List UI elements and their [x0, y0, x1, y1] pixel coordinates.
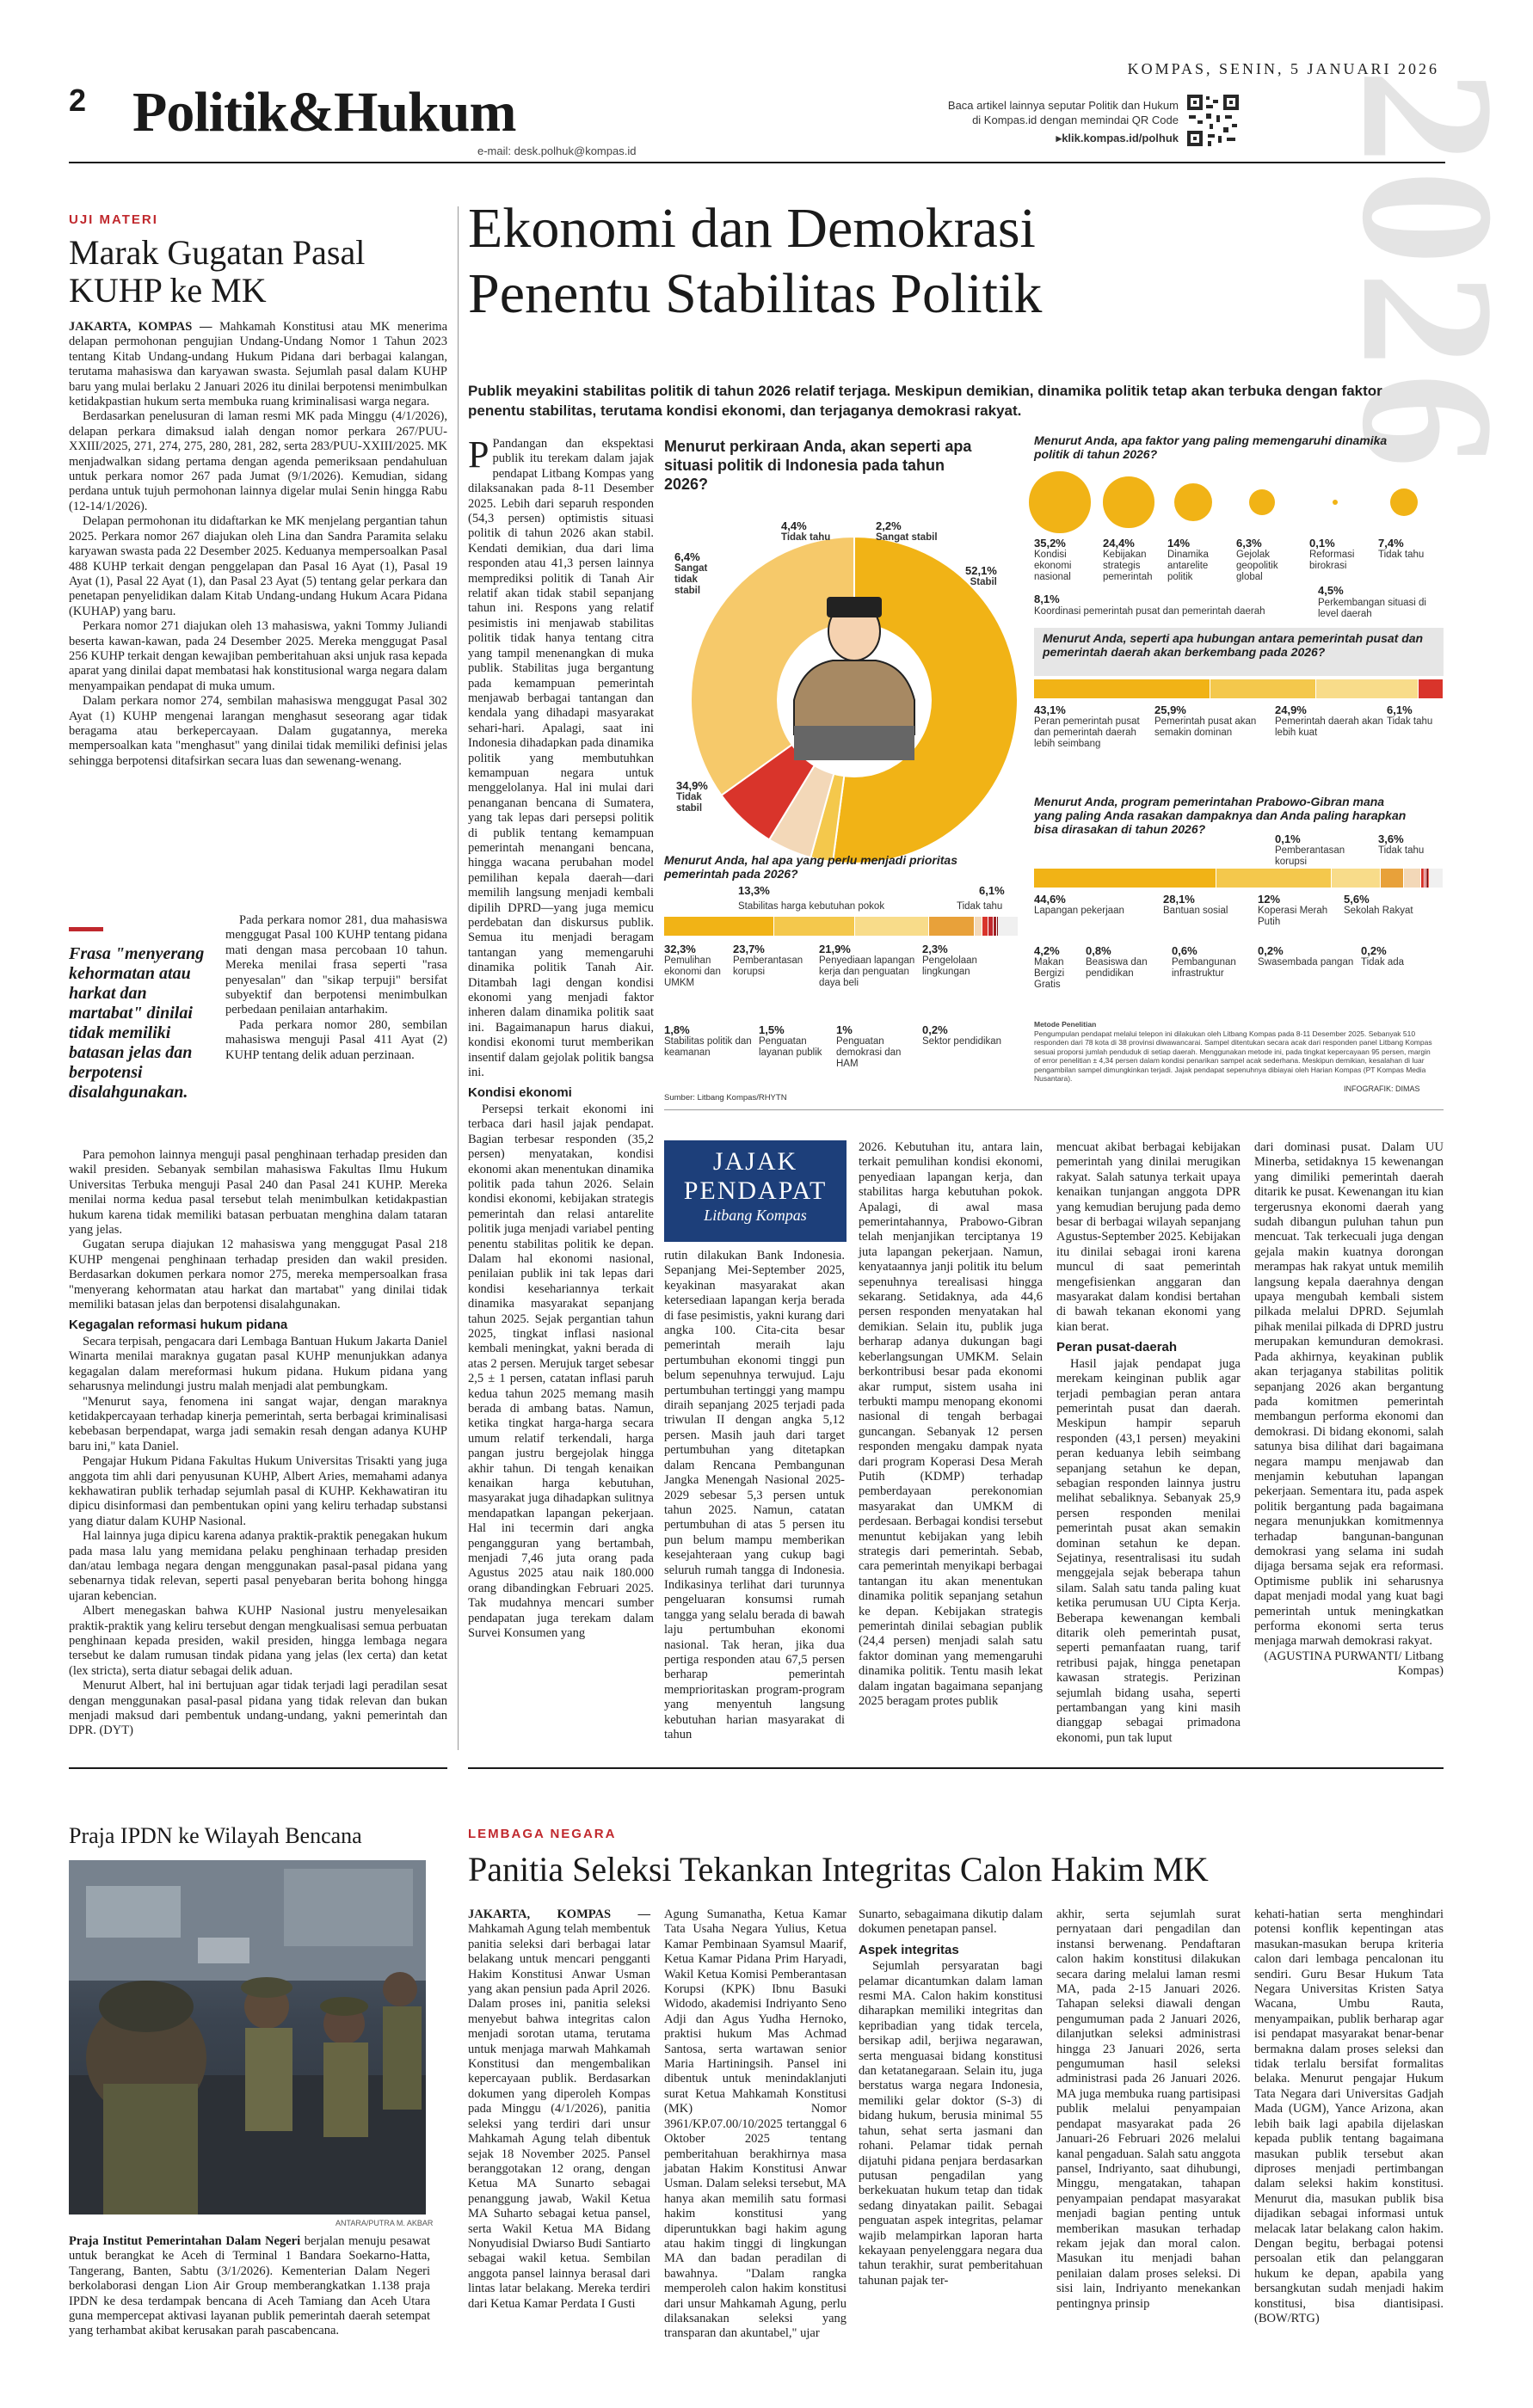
left-p12: Pengajar Hukum Pidana Fakultas Hukum Universitas Trisakti yang juga anggota tim ahli dari penyusunan KUHP, Albert Aries, memahami adanya kekhawatiran publik terhadap sejumlah pasal di KUHP. Kekhawatiran itu dipicu disinformasi dan pembentukan opini yang keliru terhadap substansi yang diatur dalam KUHP Nasional.: [69, 1454, 447, 1528]
factor-labels: [1034, 537, 1444, 588]
left-column-divider: [458, 206, 459, 1750]
label-text-4: Reformasi birokrasi: [1309, 550, 1355, 571]
bottom-col1: [468, 1907, 650, 2389]
photo-caption-text: berjalan menuju pesawat untuk berangkat ke Aceh di Terminal 1 Bandara Soekarno-Hatta, Tangerang, Banten, Sabtu (3/1/2026). Kementerian Dalam Negeri berkolaborasi dengan Lion Air Group memberangkatkan 1.138 praja IPDN ke desa terdampak bencana di Aceh Tamiang dan Aceh Utara guna mempercepat aktivasi layanan publik pemerintah daerah setempat yang terhambat akibat kerusakan parah pascabencana.: [69, 2234, 431, 2338]
bar-segment-2: [1332, 869, 1381, 888]
label-pct-2: 0,6%: [1172, 944, 1197, 957]
left-p9: Gugatan serupa diajukan 12 mahasiswa yang menggugat Pasal 218 KUHP mengenai penghinaan terhadap presiden dan wakil presiden. Berdasarkan dokumen perkara nomor 275, mereka mempersoalkan frasa "menyerang kehormatan atau harkat dan martabat" yang dinilai tidak memiliki batasan jelas dan berpotensi disalahgunakan.: [69, 1238, 447, 1312]
main-col5-text: dari dominasi pusat. Dalam UU Minerba, setidaknya 15 kewenangan yang dimiliki pemerintah daerah ditarik ke pusat. Kewenangan itu kian tergerusnya ekonomi daerah yang sudah dibangun puluhan tahun pun mencuat. Tak terkecuali juga dengan gejala makin kuatnya dorongan merampas hak rakyat untuk memilih langsung kepala daerahnya dengan upaya mengubah kembali sistem pilkada melalui DPRD. Sejumlah pihak menilai pilkada di DPRD justru merupakan kemunduran demokrasi. Pada akhirnya, keyakinan publik akan terjaganya stabilitas politik sepanjang 2026 akan bergantung pada komitmen pemerintah membangun performa ekonomi dan demokrasi. Di bidang ekonomi, salah satunya bisa dilihat dari bagaimana negara mampu menjawab dan menjamin kebutuhan lapangan pekerjaan. Sementara itu, pada aspek politik bergantung pada bagaimana negara menunjukkan komitmennya terhadap bangunan-bangunan demokrasi yang selama ini sudah dijaga bersama sejak era reformasi. Optimisme publik ini seharusnya dapat menjadi modal yang kuat bagi pemerintah untuk meningkatkan performa ekonomi serta terus menjaga marwah demokrasi rakyat.: [1254, 1140, 1444, 1649]
factor-bubble-3: [1249, 489, 1275, 515]
left-p3: Delapan permohonan itu didaftarkan ke MK menjelang pergantian tahun 2025. Perkara nomor 267 diajukan oleh Lina dan Sandra Paramita selaku karyawan swasta pada 22 Desember 2025. Keduanya mempersoalkan Pasal 488 KUHP terkait dengan penggelapan dan Pasal 16 Ayat (1), Pasal 19 Ayat (1), Pasal 22 Ayat (1), dan Pasal 23 Ayat (5) tentang gelar perkara dan penetapan penyelidikan dalam Kitab Undang-undang Hukum Acara Pidana (KUHAP) yang baru.: [69, 514, 447, 618]
factor-extra1: [1034, 593, 1265, 617]
left-subhead: Kegagalan reformasi hukum pidana: [69, 1318, 288, 1333]
label-pct-0: 43,1%: [1034, 703, 1066, 716]
pie-lbl-sangat-stabil: Sangat stabil: [876, 532, 938, 543]
left-p14: Albert menegaskan bahwa KUHP Nasional justru menyelesaikan praktik-praktik yang keliru tersebut dengan mengkualisasi semua perbuatan penghinaan kepada presiden, wakil presiden, hingga lembaga negara tersebut ke dalam rumusan tindak pidana yang jelas (lex certa) dan ketat (lex stricta), serta diatur sebagai delik aduan.: [69, 1604, 447, 1678]
priority-bottom-labels: [664, 1023, 1019, 1084]
bottom-col3b: Sejumlah persyaratan bagi pelamar dicantumkan dalam laman resmi MA. Calon hakim konstitusi diharapkan memiliki integritas dan kepribadian yang tidak tercela, bersikap adil, berjiwa negarawan, serta menguasai bidang konstitusi dan ketatanegaraan. Selain itu, juga berstatus warga negara Indonesia, memiliki gelar doktor (S-3) di bidang hukum, berusia minimal 55 tahun, sehat serta jasmani dan rohani. Pelamar tidak pernah dijatuhi pidana penjara berdasarkan putusan pengadilan yang berkekuatan hukum tetap dan tidak sedang dinyatakan pailit. Sebagai penguatan aspek integritas, pelamar wajib melampirkan laporan harta kekayaan penyelenggara negara dua tahun terakhir, surat pemberitahuan tahunan pajak ter-: [859, 1959, 1043, 2288]
left-dateline: JAKARTA, KOMPAS —: [69, 320, 212, 334]
pie-lbl-tidak-stabil: Tidak stabil: [676, 792, 703, 814]
label-text-1: Pemberantasan korupsi: [733, 955, 803, 977]
priority-labels: [664, 943, 1019, 1020]
label-pct-3: 2,3%: [922, 943, 948, 955]
main-subhead-economy: Kondisi ekonomi: [468, 1085, 572, 1101]
label-text-2: Dinamika antarelite politik: [1167, 550, 1209, 582]
method-box: [1034, 1020, 1438, 1084]
infographic-credit: INFOGRAFIK: DIMAS: [1344, 1084, 1420, 1093]
priority-bar: [664, 917, 1019, 936]
label-text-1: Penguatan layanan publik: [759, 1036, 822, 1058]
label-pct-3: 0,2%: [1258, 944, 1284, 957]
infographic: [664, 430, 1444, 1101]
jajak-line3: Litbang Kompas: [704, 1207, 807, 1224]
relation-labels: [1034, 703, 1444, 755]
label-1: [759, 1023, 833, 1059]
label-2: [1275, 703, 1383, 739]
pie-label-sangat-stabil: [876, 519, 938, 544]
main-dropcap: P: [468, 433, 489, 476]
label-pct-1: 24,4%: [1103, 537, 1135, 550]
method-text: Pengumpulan pendapat melalui telepon ini dilakukan oleh Litbang Kompas pada 8-11 Desember 2025. Sebanyak 510 responden dari 78 kota di 38 provinsi diwawancarai. Sampel ditentukan secara acak dari responden panel Litbang Kompas sesuai proporsi jumlah penduduk di setiap daerah. Menggunakan metode ini, pada tingkat kepercayaan 95 persen, margin of error penelitian ± 4,34 persen dalam kondisi penarikan sampel acak sederhana. Meskipun demikian, kesalahan di luar pengambilan sampel dimungkinkan terjadi. Jajak pendapat sepenuhnya dibiayai oleh Harian Kompas (PT Kompas Media Nusantara).: [1034, 1029, 1432, 1083]
bar-segment-4: [975, 917, 982, 936]
main-col1: [468, 433, 654, 1744]
label-pct-4: 0,1%: [1309, 537, 1335, 550]
left-p10: Secara terpisah, pengacara dari Lembaga Bantuan Hukum Jakarta Daniel Winarta menilai maraknya gugatan pasal KUHP menunjukkan adanya kegagalan dalam mereformasi hukum pidana. Hukum pidana yang seharusnya melindungi justru malah menjadi alat pembungkam.: [69, 1334, 447, 1394]
left-p6: Pada perkara nomor 281, dua mahasiswa menggugat Pasal 100 KUHP tentang pidana mati dengan masa percobaan 10 tahun. Mereka menilai frasa seperti "rasa penyesalan" dan "sikap terpuji" bersifat subyektif dan berpotensi menimbulkan perbedaan penilaian antarhakim.: [225, 913, 447, 1017]
label-text-0: Pemulihan ekonomi dan UMKM: [664, 955, 721, 988]
label-pct-1: 3,6%: [1378, 832, 1404, 845]
factor-bubble-0: [1029, 471, 1090, 532]
bottom-headline: Panitia Seleksi Tekankan Integritas Calon Hakim MK: [468, 1850, 1209, 1889]
label-3: [1387, 703, 1473, 728]
main-col4b: Hasil jajak pendapat juga merekam keinginan publik agar terjadi pembagian peran antara pemerintah pusat dan daerah. Meskipun hampir separuh responden (43,1 persen) meyakini peran keduanya lebih seimbang sepanjang setahun ke depan, sebagian responden lainnya justru melihat sebaliknya. Sebanyak 25,9 persen responden menilai pemerintah pusat akan semakin dominan setahun ke depan. Sejatinya, resentralisasi itu sudah menggejala sejak beberapa tahun silam. Salah satu tanda paling kuat ketika perumusan UU Cipta Kerja. Beberapa kewenangan kembali ditarik oleh pemerintah pusat, seperti pemanfaatan ruang, tarif retribusi pajak, hingga penetapan kawasan strategis. Perizinan sejumlah bidang usaha, seperti pertambangan yang kini masih dianggap sebagai primadona ekonomi, pun tak luput: [1056, 1356, 1241, 1745]
label-pct-2: 14%: [1167, 537, 1191, 550]
main-col1b: Persepsi terkait ekonomi ini terbaca dari hasil jajak pendapat. Bagian terbesar responden (35,2 persen) menyatakan, kondisi ekonomi akan menentukan dinamika politik pada tahun 2026. Selain kondisi ekonomi, kebijakan strategis pemerintah dan relasi antarelite politik juga menjadi variabel penting penentu stabilitas politik ke depan. Dalam hal ekonomi nasional, penilaian publik ini tak lepas dari kondisi kesehariannya terkait dinamika masyarakat sepanjang tahun 2025. Sejak pergantian tahun 2025, tingkat inflasi nasional kembali meningkat, yakni berada di atas 2 persen. Merujuk target sebesar 2,5 ± 1 persen, catatan inflasi paruh kedua tahun 2025 memang masih berada di ambang batas. Namun, ketika tingkat harga-harga secara umum relatif terkendali, harga pangan justru bergejolak hingga akhir tahun. Di tengah kenaikan kenaikan harga kebutuhan, masyarakat juga dihadapkan sulitnya mendapatkan lapangan pekerjaan. Hal ini tecermin dari angka pengangguran yang bertambah, menjadi 7,46 juta orang pada Agustus 2025 atau naik 180.000 orang dibandingkan Februari 2025. Tak mudahnya mencari sumber pendapatan juga terekam dalam Survei Konsumen yang: [468, 1102, 654, 1641]
bottom-dateline: JAKARTA, KOMPAS —: [468, 1907, 650, 1921]
decorative-year-graphic: 2026: [1323, 69, 1533, 475]
bottom-col3-text: Sunarto, sebagaimana dikutip dalam dokumen penetapan pansel.: [859, 1907, 1043, 1937]
label-0: [1034, 537, 1099, 583]
left-headline: Marak Gugatan Pasal KUHP ke MK: [69, 233, 366, 310]
prio-top1-pct: 13,3%: [738, 884, 770, 897]
q4-title: Menurut Anda, seperti apa hubungan antara pemerintah pusat dan pemerintah daerah akan berkembang pada 2026?: [1043, 631, 1424, 659]
label-1: [1154, 703, 1271, 739]
bar-segment-0: [664, 917, 774, 936]
label-text-2: Koperasi Merah Putih: [1258, 906, 1328, 927]
label-pct-0: 0,1%: [1275, 832, 1301, 845]
label-1: [1103, 537, 1164, 583]
pie-pct-tidak-tahu: 4,4%: [781, 519, 807, 532]
factor-bubbles: [1034, 473, 1444, 533]
label-pct-0: 35,2%: [1034, 537, 1066, 550]
bar-segment-3: [1419, 679, 1444, 698]
section-email[interactable]: e-mail: desk.polhuk@kompas.id: [477, 144, 637, 157]
label-4: [1309, 537, 1375, 572]
program-bar: [1034, 869, 1444, 888]
prio-top2-pct: 6,1%: [979, 884, 1005, 897]
label-0: [1034, 893, 1160, 917]
left-kicker: UJI MATERI: [69, 212, 158, 227]
main-deck: Publik meyakini stabilitas politik di tahun 2026 relatif terjaga. Meskipun demikian, dinamika politik tetap akan terbuka dengan faktor penentu stabilitas, terutama kondisi ekonomi, dan terjaganya demokrasi rakyat.: [468, 383, 1382, 419]
pull-quote: Frasa "menyerang kehormatan atau harkat dan martabat" dinilai tidak memiliki batasan jelas dan berpotensi disalahgunakan.: [69, 944, 205, 1102]
bottom-col3: [859, 1907, 1043, 2389]
program-labels: [1034, 893, 1444, 927]
main-byline: (AGUSTINA PURWANTI/ Litbang Kompas): [1264, 1649, 1444, 1679]
main-col1-text: Pandangan dan ekspektasi publik itu terekam dalam jajak pendapat Litbang Kompas yang dilaksanakan pada 8-11 Desember 2025. Lebih dari separuh responden (54,3 persen) optimistis situasi politik di tahun 2026 akan stabil. Kendati demikian, dua dari lima responden atau 41,3 persen lainnya memprediksi politik di Tanah Air relatif akan tidak stabil sepanjang tahun ini. Respons yang relatif pesimistis ini menjawab stabilitas politik tidak hanya tentang citra yang tampil menenangkan di muka publik. Stabilitas juga bergantung pada kemampuan pemerintah menjawab berbagai tantangan dan kendala yang dihadapi masyarakat sehari-hari. Apalagi, saat ini Indonesia dihadapkan pada dinamika politik yang membutuhkan kemampuan negara untuk menggelolanya. Hal ini mulai dari penanganan bencana di Sumatera, yang tak lepas dari persepsi politik di publik tentang kemampuan pemerintah menangani bencana, hingga wacana perubahan model pemilihan kepala daerah—dari memilih langsung menjadi kembali dipilih DPRD—yang juga memicu perdebatan dan diskursus publik. Semua itu menjadi beragam tantangan yang memengaruhi dinamika politik Tanah Air. Ditambah lagi dengan kondisi ekonomi yang menjadi faktor inheren dalam dinamika politik saat ini. Bagaimanapun harus diakui, kondisi ekonomi turut memberikan insentif dalam gejolak politik bangsa ini.: [468, 437, 654, 1080]
bar-segment-1: [1210, 679, 1316, 698]
left-p8: Para pemohon lainnya menguji pasal penghinaan terhadap presiden dan wakil presiden. Sebanyak sembilan mahasiswa Fakultas Ilmu Hukum Universitas Terbuka menguji Pasal 240 dan Pasal 241 KUHP. Mereka menilai norma kedua pasal tersebut telah menimbulkan ketidakpastian hukum karena tidak memiliki batasan perbuatan menghina dalam tataran yang jelas.: [69, 1148, 447, 1238]
factor-bubble-2: [1174, 483, 1213, 522]
label-2: [1167, 537, 1233, 583]
label-text-5: Tidak tahu: [1378, 550, 1425, 560]
label-text-1: Beasiswa dan pendidikan: [1086, 957, 1148, 979]
q5-title: Menurut Anda, program pemerintahan Prabowo-Gibran mana yang paling Anda rasakan dampaknya dan Anda paling harapkan bisa dirasakan di tahun 2026?: [1034, 795, 1407, 836]
label-pct-3: 6,1%: [1387, 703, 1413, 716]
infographic-bottom-rule: [664, 1109, 1444, 1110]
jajak-pendapat-logo: [664, 1140, 847, 1242]
bar-segment-2: [1316, 679, 1419, 698]
label-pct-3: 6,3%: [1236, 537, 1262, 550]
label-1: [733, 943, 816, 978]
label-text-1: Tidak tahu: [1378, 845, 1425, 856]
label-3: [1344, 893, 1430, 917]
label-pct-0: 4,2%: [1034, 944, 1060, 957]
left-p13: Hal lainnya juga dipicu karena adanya praktik-praktik penegakan hukum pada masa lalu yang memidana pelaku penghinaan terhadap presiden dan/atau lembaga negara dengan menggunakan pasal-pasal pidana yang sebenarnya tidak relevan, seperti pasal penyebaran berita bohong hingga ujaran kebencian.: [69, 1529, 447, 1603]
pie-lbl-stabil: Stabil: [970, 577, 997, 587]
left-article-body-top: [69, 320, 447, 913]
pie-pct-tidak-stabil: 34,9%: [676, 779, 708, 792]
factor-bubble-1: [1103, 476, 1154, 527]
label-pct-2: 24,9%: [1275, 703, 1307, 716]
main-headline: [468, 196, 1414, 327]
label-0: [664, 943, 730, 989]
promo-link-text[interactable]: klik.kompas.id/polhuk: [1062, 132, 1179, 144]
main-col3: 2026. Kebutuhan itu, antara lain, terkait pemulihan kondisi ekonomi, penyediaan lapangan kerja, dan stabilitas harga kebutuhan pokok. Apalagi, di awal masa pemerintahannya, Prabowo-Gibran telah menjanjikan terciptanya 19 juta lapangan pekerjaan. Namun, kenyataannya janji politik itu belum sepenuhnya terealisasi hingga sekarang. Setidaknya, ada 44,6 persen responden menyatakan hal demikian. Selain itu, publik juga berharap adanya dukungan bagi keberlangsungan UMKM. Selain berkontribusi besar pada ekonomi akar rumput, sistem usaha ini terbukti mampu menopang ekonomi nasional di tengah berbagai guncangan. Sebanyak 12 persen responden mengaku dampak nyata dari program Koperasi Desa Merah Putih (KDMP) terhadap pemberdayaan perekonomian masyarakat dan UMKM di perdesaan. Berbagai kondisi tersebut menuntut kebijakan yang lebih strategis dari pemerintah. Sebab, cara pemerintah menyikapi berbagai tantangan itu akan menentukan dinamika politik sepanjang setahun ke depan. Kebijakan strategis pemerintah dinilai sebagian publik (24,4 persen) menjadi salah satu faktor dominan yang memengaruhi dinamika politik. Tentu masih lekat dalam ingatan bagaimana sepanjang 2025 beragam protes publik: [859, 1140, 1043, 1709]
photo-caption: [69, 2234, 430, 2339]
label-pct-0: 32,3%: [664, 943, 696, 955]
prio-top1: [738, 884, 770, 897]
bottom-kicker: LEMBAGA NEGARA: [468, 1827, 617, 1841]
label-text-1: Kebijakan strategis pemerintah: [1103, 550, 1153, 582]
page-number: 2: [69, 83, 87, 118]
bar-segment-3: [1381, 869, 1404, 888]
pull-quote-rule: [69, 927, 103, 931]
label-pct-1: 23,7%: [733, 943, 765, 955]
photo-caption-lead: Praja Institut Pemerintahan Dalam Negeri: [69, 2234, 301, 2248]
left-p5: Dalam perkara nomor 274, sembilan mahasiswa menggugat Pasal 302 Ayat (1) KUHP mengenai larangan menghasut seseorang agar tidak beragama atau berkepercayaan. Dalam gugatannya, mereka mempersoalkan kata "menghasut" yang dinilai tidak memiliki definisi jelas sehingga berpotensi ditafsirkan secara luas dan sewenang-wenang.: [69, 694, 447, 768]
main-col2: rutin dilakukan Bank Indonesia. Sepanjang Mei-September 2025, keyakinan masyarakat akan ketersediaan lapangan kerja berada di fase pesimistis, yakni kurang dari angka 100. Cita-cita besar pemerintah meraih laju pertumbuhan ekonomi tinggi pun belum sepenuhnya terwujud. Laju pertumbuhan tertinggi yang mampu diraih sepanjang 2025 terjadi pada triwulan II dengan angka 5,12 persen. Masih jauh dari target pertumbuhan yang ditetapkan dalam Rencana Pembangunan Jangka Menengah Nasional 2025-2029 sebesar 5,3 persen untuk tahun 2025. Namun, catatan pertumbuhan di atas 5 persen itu pun belum mampu memberikan kesejahteraan yang cukup bagi seluruh rumah tangga di Indonesia. Indikasinya terlihat dari turunnya pengeluaran konsumsi rumah tangga yang selalu berada di bawah laju pertumbuhan ekonomi nasional. Tak heran, jika dua pertiga responden atau 67,5 persen berharap pemerintah memprioritaskan program-program yang menyentuh langsung kebutuhan harian masyarakat di tahun: [664, 1249, 845, 1742]
label-5: [1378, 537, 1464, 561]
label-pct-2: 12%: [1258, 893, 1281, 906]
label-pct-1: 28,1%: [1163, 893, 1195, 906]
main-subhead-center: Peran pusat-daerah: [1056, 1340, 1178, 1355]
label-2: [819, 943, 919, 989]
prio-top2-label: Tidak tahu: [957, 901, 1003, 912]
main-col4: [1056, 1140, 1241, 1745]
label-3: [922, 943, 1008, 978]
label-text-1: Bantuan sosial: [1163, 906, 1228, 916]
bottom-col2: Agung Sumanatha, Ketua Kamar Tata Usaha Negara Yulius, Ketua Kamar Pembinaan Syamsul Maarif, Ketua Kamar Pidana Prim Haryadi, Wakil Ketua Komisi Pemberantasan Korupsi (KPK) Ibnu Basuki Widodo, akademisi Indriyanto Seno Adji dan Agus Yudha Hernoko, praktisi hukum Mas Achmad Santosa, serta wartawan senior Maria Hartiningsih. Pansel ini dibentuk untuk menindaklanjuti surat Ketua Mahkamah Konstitusi (MK) Nomor 3961/KP.07.00/10/2025 tertanggal 6 Oktober 2025 tentang pemberitahuan berakhirnya masa jabatan Hakim Konstitusi Anwar Usman. Dalam seleksi tersebut, MA hanya akan memilih satu formasi hakim konstitusi yang diperuntukkan bagi hakim agung atau hakim tinggi di lingkungan MA dan badan peradilan di bawahnya. "Dalam rangka memperoleh calon hakim konstitusi dari unsur Mahkamah Agung, perlu dilaksanakan seleksi yang transparan dan akuntabel," ujar: [664, 1907, 847, 2341]
pie-lbl-tidak-tahu: Tidak tahu: [781, 532, 831, 543]
label-0: [664, 1023, 755, 1059]
label-pct-0: 1,8%: [664, 1023, 690, 1036]
label-pct-4: 0,2%: [1361, 944, 1387, 957]
photo-story-title: Praja IPDN ke Wilayah Bencana: [69, 1823, 362, 1848]
label-text-3: Swasembada pangan: [1258, 957, 1354, 968]
factor-extra1-pct: 8,1%: [1034, 593, 1060, 605]
prio-top2: [979, 884, 1005, 897]
q1-title: Menurut perkiraan Anda, akan seperti apa situasi politik di Indonesia pada tahun 2026?: [664, 438, 972, 493]
left-p11: "Menurut saya, fenomena ini sangat wajar, dengan maraknya ketidakpercayaan terhadap kinerja pemerintah, serta berbagai kriminalisasi kebebasan berpendapat, warga jadi semakin resah dengan adanya KUHP baru ini," kata Daniel.: [69, 1394, 447, 1453]
bottom-col1-text: Mahkamah Agung telah membentuk panitia seleksi dari berbagai latar belakang untuk mencari pengganti Hakim Konstitusi Anwar Usman yang akan pensiun pada April 2026. Dalam proses ini, panitia seleksi menyebut bahwa integritas calon menjadi sorotan utama, terutama untuk menjaga marwah Mahkamah Konstitusi dan mengembalikan kepercayaan publik. Berdasarkan dokumen yang diperoleh Kompas pada Minggu (4/1/2026), panitia seleksi yang terdiri dari unsur Mahkamah Agung telah dibentuk sejak 18 November 2025. Pansel beranggotakan 12 orang, dengan Ketua MA Sunarto sebagai penanggung jawab, Wakil Ketua MA Suharto sebagai ketua pansel, serta Wakil Ketua MA Bidang Nonyudisial Dwiarso Budi Santiarto sebagai wakil ketua. Sembilan anggota pansel lainnya berasal dari lintas latar belakang. Mereka terdiri dari Ketua Kamar Perdata I Gusti: [468, 1922, 650, 2311]
label-0: [1275, 832, 1375, 868]
left-bottom-rule: [69, 1767, 447, 1769]
promo-line2: di Kompas.id dengan memindai QR Code: [972, 114, 1179, 126]
bottom-subhead: Aspek integritas: [859, 1942, 959, 1957]
bottom-col5: kehati-hatian serta menghindari potensi konflik kepentingan atas masukan-masukan berupa kriteria calon dari lembaga pencalonan itu sendiri. Guru Besar Hukum Tata Negara Universitas Kristen Satya Wacana, Umbu Rauta, menyampaikan, publik berharap agar isi pendapat masyarakat benar-benar bermakna dalam proses seleksi dan tidak terlalu bersifat formalitas belaka. Menurut pengajar Hukum Tata Negara dari Universitas Gadjah Mada (UGM), Yance Arizona, akan lebih baik lagi apabila dijelaskan kepada publik tentang bagaimana masukan publik tersebut akan diproses menjadi pertimbangan dalam seleksi hakim konstitusi. Menurut dia, masukan publik bisa dijadikan sebagai informasi untuk melacak latar belakang calon hakim. Dengan begitu, berbagai potensi persoalan etik dan pelanggaran hukum ke depan, apabila yang bersangkutan sudah menjadi hakim konstitusi, bisa diantisipasi. (BOW/RTG): [1254, 1907, 1444, 2325]
ipdn-photo: [69, 1860, 426, 2214]
label-text-2: Penyediaan lapangan kerja dan penguatan daya beli: [819, 955, 915, 988]
label-pct-3: 0,2%: [922, 1023, 948, 1036]
label-text-4: Tidak ada: [1361, 957, 1405, 968]
label-3: [922, 1023, 1008, 1047]
label-text-2: Penguatan demokrasi dan HAM: [836, 1036, 902, 1069]
promo-link[interactable]: ▸klik.kompas.id/polhuk: [1056, 132, 1179, 144]
label-text-2: Pemerintah daerah akan lebih kuat: [1275, 716, 1383, 738]
label-text-3: Sektor pendidikan: [922, 1036, 1002, 1047]
label-text-0: Stabilitas politik dan keamanan: [664, 1036, 752, 1058]
label-text-1: Pemerintah pusat akan semakin dominan: [1154, 716, 1257, 738]
bar-segment-0: [1034, 869, 1216, 888]
main-col4-text: mencuat akibat berbagai kebijakan pemerintah yang dinilai merugikan rakyat. Salah satunya terkait upaya kenaikan tunjangan anggota DPR yang kemudian berujung pada demo besar di berbagai wilayah sepanjang Agustus-September 2025. Kebijakan itu dinilai sebagai ironi karena muncul di saat pemerintah mengefisienkan anggaran dan masyarakat dalam kondisi bertahan di bawah tekanan ekonomi yang kian berat.: [1056, 1140, 1241, 1334]
pie-label-stabil: [965, 564, 997, 588]
bar-segment-5: [982, 917, 988, 936]
label-pct-3: 5,6%: [1344, 893, 1370, 906]
main-col5: [1254, 1140, 1444, 1734]
label-text-3: Tidak tahu: [1387, 716, 1433, 727]
factor-bubble-4: [1333, 500, 1338, 505]
bar-segment-3: [929, 917, 975, 936]
label-4: [1361, 944, 1447, 968]
factor-bubble-5: [1390, 488, 1419, 517]
factor-extra1-label: Koordinasi pemerintah pusat dan pemerintah daerah: [1034, 606, 1265, 617]
bar-segment-4: [1404, 869, 1421, 888]
label-pct-5: 7,4%: [1378, 537, 1404, 550]
main-headline-line1: Ekonomi dan Demokrasi: [468, 197, 1036, 260]
label-0: [1034, 944, 1086, 991]
bar-segment-9: [998, 917, 1019, 936]
bar-segment-0: [1034, 679, 1210, 698]
section-title: Politik&Hukum: [132, 81, 516, 144]
jajak-line2: PENDAPAT: [683, 1176, 828, 1205]
left-article-body-mid: [225, 913, 447, 1146]
left-p7: Pada perkara nomor 280, sembilan mahasiswa menguji Pasal 411 Ayat (2) KUHP tentang delik aduan perzinaan.: [225, 1017, 447, 1062]
label-1: [1378, 832, 1464, 857]
label-pct-1: 1,5%: [759, 1023, 785, 1036]
pie-label-sangat-tidak-stabil: [674, 550, 726, 597]
label-2: [1172, 944, 1254, 980]
label-3: [1236, 537, 1306, 583]
label-text-2: Pembangunan infrastruktur: [1172, 957, 1236, 979]
label-pct-2: 21,9%: [819, 943, 851, 955]
pie-pct-sangat-stabil: 2,2%: [876, 519, 902, 532]
pie-label-tidak-stabil: [676, 779, 728, 814]
bottom-col4: akhir, serta sejumlah surat pernyataan dari pengadilan dan instansi berwenang. Pendaftaran calon hakim konstitusi dilakukan secara daring melalui laman resmi MA, pada 2-15 Januari 2026. Tahapan seleksi diawali dengan pengumuman pada 2 Januari 2026, dilanjutkan seleksi administrasi hingga 23 Januari 2026, serta pengumuman hasil seleksi administrasi pada 26 Januari 2026. MA juga membuka ruang partisipasi publik melalui penyampaian pendapat masyarakat pada 26 Januari-26 Februari 2026 melalui kanal pengaduan. Salah satu anggota pansel, Indriyanto, saat dihubungi, Minggu, mengatakan, tahapan penyampaian pendapat masyarakat menjadi bagian penting untuk memberikan masukan terhadap rekam jejak dan moral calon. Masukan itu menjadi bahan penilaian dalam proses seleksi. Di sisi lain, Indriyanto menekankan pentingnya prinsip: [1056, 1907, 1241, 2311]
label-text-3: Pengelolaan lingkungan: [922, 955, 977, 977]
edition-dateline: KOMPAS, SENIN, 5 JANUARI 2026: [1127, 60, 1439, 77]
label-pct-1: 25,9%: [1154, 703, 1186, 716]
label-text-3: Gejolak geopolitik global: [1236, 550, 1278, 582]
method-title: Metode Penelitian: [1034, 1020, 1097, 1029]
label-pct-2: 1%: [836, 1023, 853, 1036]
photo-credit: ANTARA/PUTRA M. AKBAR: [336, 2219, 434, 2227]
factor-extra2-label: Perkembangan situasi di level daerah: [1318, 598, 1426, 619]
pie-lbl-sangat-tidak-stabil: Sangat tidak stabil: [674, 563, 708, 596]
jajak-line1: JAJAK: [712, 1147, 798, 1176]
left-lead: Mahkamah Konstitusi atau MK menerima delapan permohonan pengujian Undang-Undang Nomor 1 Tahun 2023 tentang Kitab Undang-undang Hukum Pidana dari berbagai kalangan, terutama mahasiswa dan karyawan swasta. Sejumlah pasal dalam KUHP baru yang mulai berlaku 2 Januari 2026 itu dinilai berpotensi menimbulkan ketidakpastian hukum serta membuka ruang kriminalisasi warga negara.: [69, 320, 447, 409]
header-rule: [69, 162, 1445, 163]
factor-extra2: [1318, 585, 1438, 620]
bar-segment-1: [774, 917, 855, 936]
label-text-0: Pemberantasan korupsi: [1275, 845, 1345, 867]
left-article-body-bottom: [69, 1148, 447, 1750]
q3-title: Menurut Anda, hal apa yang perlu menjadi prioritas pemerintah pada 2026?: [664, 853, 957, 881]
label-2: [836, 1023, 919, 1070]
promo-text: [946, 98, 1179, 145]
bar-segment-2: [855, 917, 930, 936]
pie-pct-sangat-tidak-stabil: 6,4%: [674, 550, 700, 563]
label-text-0: Makan Bergizi Gratis: [1034, 957, 1065, 990]
promo-line1: Baca artikel lainnya seputar Politik dan Hukum: [947, 99, 1179, 112]
main-headline-line2: Penentu Stabilitas Politik: [468, 262, 1043, 325]
label-2: [1258, 893, 1340, 928]
label-text-3: Sekolah Rakyat: [1344, 906, 1413, 916]
label-text-0: Peran pemerintah pusat dan pemerintah daerah lebih seimbang: [1034, 716, 1140, 749]
q2-title: Menurut Anda, apa faktor yang paling memengaruhi dinamika politik di tahun 2026?: [1034, 433, 1388, 461]
program-top-labels: [1034, 832, 1444, 867]
bar-segment-10: [1429, 869, 1444, 888]
qr-code-icon[interactable]: [1185, 93, 1241, 148]
label-1: [1163, 893, 1254, 917]
factor-extra2-pct: 4,5%: [1318, 584, 1344, 597]
relation-bar: [1034, 679, 1444, 698]
prio-top1-label: Stabilitas harga kebutuhan pokok: [738, 901, 885, 912]
label-3: [1258, 944, 1358, 968]
main-bottom-rule: [468, 1767, 1444, 1769]
label-pct-1: 0,8%: [1086, 944, 1111, 957]
label-1: [1086, 944, 1168, 980]
pie-label-tidak-tahu: [781, 519, 830, 544]
label-text-0: Kondisi ekonomi nasional: [1034, 550, 1072, 582]
chart-source: Sumber: Litbang Kompas/RHYTN: [664, 1093, 787, 1103]
left-p15: Menurut Albert, hal ini bertujuan agar tidak terjadi lagi peradilan sesat dengan menggunakan pasal-pasal pidana yang tidak relevan dan bukan menjadi maksud dari pembentuk undang-undang, yakni pemerintah dan DPR. (DYT): [69, 1679, 447, 1738]
label-pct-0: 44,6%: [1034, 893, 1066, 906]
left-p2: Berdasarkan penelusuran di laman resmi MK pada Minggu (4/1/2026), delapan perkara dimaksud ialah dengan nomor perkara 267/PUU-XXIII/2025, 271, 274, 275, 280, 281, 282, serta 283/PUU-XXIII/2025. MK menjadwalkan sidang pertama dengan agenda pemeriksaan pendahuluan untuk perkara nomor 267 pada Jumat (9/1/2026). Kemudian, sidang perdana untuk tujuh permohonan lainnya digelar mulai Senin hingga Rabu (12-14/1/2026).: [69, 409, 447, 513]
label-text-0: Lapangan pekerjaan: [1034, 906, 1124, 916]
pie-pct-stabil: 52,1%: [965, 564, 997, 577]
bar-segment-1: [1216, 869, 1332, 888]
left-p4: Perkara nomor 271 diajukan oleh 13 mahasiswa, yakni Tommy Juliandi beserta kawan-kawan, pada 24 Desember 2025. Mereka menggugat Pasal 256 KUHP terkait dengan kewajiban pemberitahuan aksi unjuk rasa kepada aparat yang dinilai dapat membatasi hak konstitusional warga negara dalam menyampaikan pendapat di muka umum.: [69, 619, 447, 693]
program-bottom-labels: [1034, 944, 1444, 996]
label-0: [1034, 703, 1151, 750]
